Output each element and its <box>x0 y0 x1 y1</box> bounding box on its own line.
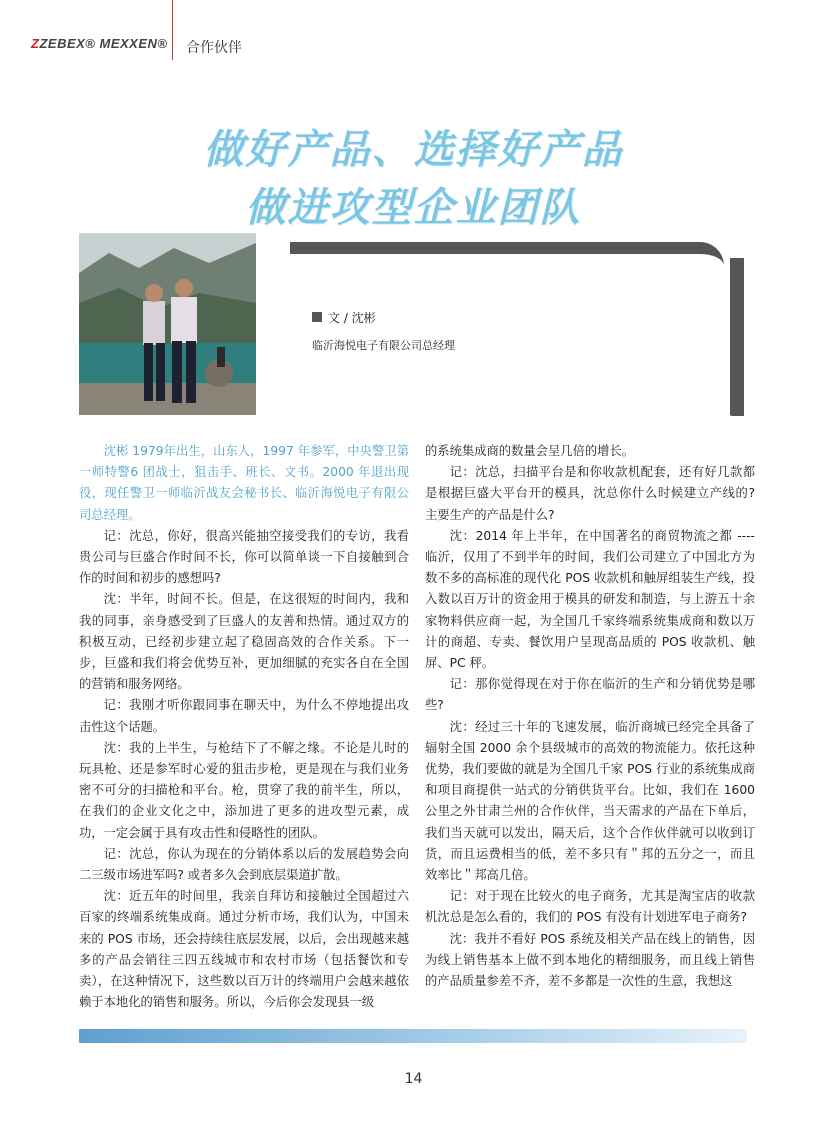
brand-logo <box>31 36 167 51</box>
paragraph: 记：沈总，扫描平台是和你收款机配套，还有好几款都是根据巨盛大平台开的模具，沈总你什么时候建立产线的? 主要生产的产品是什么? <box>425 465 755 522</box>
paragraph: 沈：半年，时间不长。但是，在这很短的时间内，我和我的同事，亲身感受到了巨盛人的友善和热情。通过双方的积极互动，已经初步建立起了稳固高效的合作关系。下一步，巨盛和我们将会优势互补，更加细腻的充实各自在全国的营销和服务网络。 <box>79 592 409 692</box>
brand-logo-z: Z <box>31 36 40 51</box>
paragraph: 沈：经过三十年的飞速发展，临沂商城已经完全具备了辐射全国 2000 余个县级城市的高效的物流能力。依托这种优势，我们要做的就是为全国几千家 POS 行业的系统集成商和项目商提供一站式的分销供货平台。比如，我们在 1600 公里之外甘肃兰州的合作伙伴，当天需求的产品在下单后，我们当天就可以发出，隔天后，这个合作伙伴就可以收到订货，而且运费相当的低，差不多只有＂邦的五分之一，而且效率比＂邦高几倍。 <box>425 719 755 883</box>
paragraph-continued: 的系统集成商的数量会呈几倍的增长。 <box>425 444 635 458</box>
author-intro: 沈彬 1979年出生，山东人，1997 年参军，中央警卫第一师特警6 团战士，狙击手、班长、文书。2000 年退出现役，现任警卫一师临沂战友会秘书长、临沂海悦电子有限公司总经理。 <box>79 444 409 522</box>
section-label: 合作伙伴 <box>186 40 242 56</box>
paragraph: 记：我刚才听你跟同事在聊天中，为什么不停地提出攻击性这个话题。 <box>79 698 409 734</box>
page-number: 14 <box>404 1071 423 1087</box>
footer-bar <box>79 1029 747 1043</box>
paragraph: 记：对于现在比较火的电子商务，尤其是淘宝店的收款机沈总是怎么看的，我们的 POS 有没有计划进军电子商务? <box>425 889 755 925</box>
paragraph: 沈：2014 年上半年，在中国著名的商贸物流之都 ---- 临沂，仅用了不到半年的时间，我们公司建立了中国北方为数不多的高标准的现代化 POS 收款机和触屏组装生产线，投入数以百万计的资金用于模具的研发和制造，与上游五十余家物料供应商一起，为全国几千家终端系统集成商和数以万计的商超、专卖、餐饮用户呈现高品质的 POS 收款机、触屏、PC 秤。 <box>425 528 755 671</box>
paragraph: 沈：我的上半生，与枪结下了不解之缘。不论是儿时的玩具枪、还是参军时心爱的狙击步枪，更是现在与我们业务密不可分的扫描枪和平台。枪，贯穿了我的前半生，所以，在我们的企业文化之中，添加进了更多的进攻型元素，成功，一定会属于具有攻击性和侵略性的团队。 <box>79 740 409 840</box>
headline-line-2: 做进攻型企业团队 <box>245 184 582 231</box>
article-column-right <box>425 441 755 992</box>
paragraph: 沈：我并不看好 POS 系统及相关产品在线上的销售，因为线上销售基本上做不到本地化的精细服务，而且线上销售的产品质量参差不齐，差不多都是一次性的生意，我想这 <box>425 931 755 989</box>
paragraph: 记：沈总，你好，很高兴能抽空接受我们的专访，我看贵公司与巨盛合作时间不长，你可以简单谈一下自接触到合作的时间和初步的感想吗? <box>79 528 409 586</box>
brand-logo-text: ZEBEX® MEXXEN® <box>39 36 168 51</box>
byline-author: 文 / 沈彬 <box>328 311 376 325</box>
paragraph: 沈：近五年的时间里，我亲自拜访和接触过全国超过六百家的终端系统集成商。通过分析市场，我们认为，中国未来的 POS 市场，还会持续往底层发展，以后，会出现越来越多的产品会销往三四五线城市和农村市场（包括餐饮和专卖），在这种情况下，这些数以百万计的终端用户会越来越依赖于本地化的销售和服务。所以，今后你会发现县一级 <box>79 889 409 1010</box>
header-divider <box>172 0 173 60</box>
byline-position: 临沂海悦电子有限公司总经理 <box>312 339 455 352</box>
byline-frame-side <box>730 258 744 416</box>
paragraph: 记：那你觉得现在对于你在临沂的生产和分销优势是哪些? <box>425 677 755 713</box>
portrait-photo <box>79 233 256 415</box>
article-column-left <box>79 441 409 1013</box>
headline-line-1: 做好产品、选择好产品 <box>203 126 624 173</box>
byline-frame-top <box>290 242 724 266</box>
byline-marker <box>312 312 322 322</box>
paragraph: 记：沈总，你认为现在的分销体系以后的发展趋势会向二三级市场进军吗? 或者多久会到底层渠道扩散。 <box>79 846 409 883</box>
